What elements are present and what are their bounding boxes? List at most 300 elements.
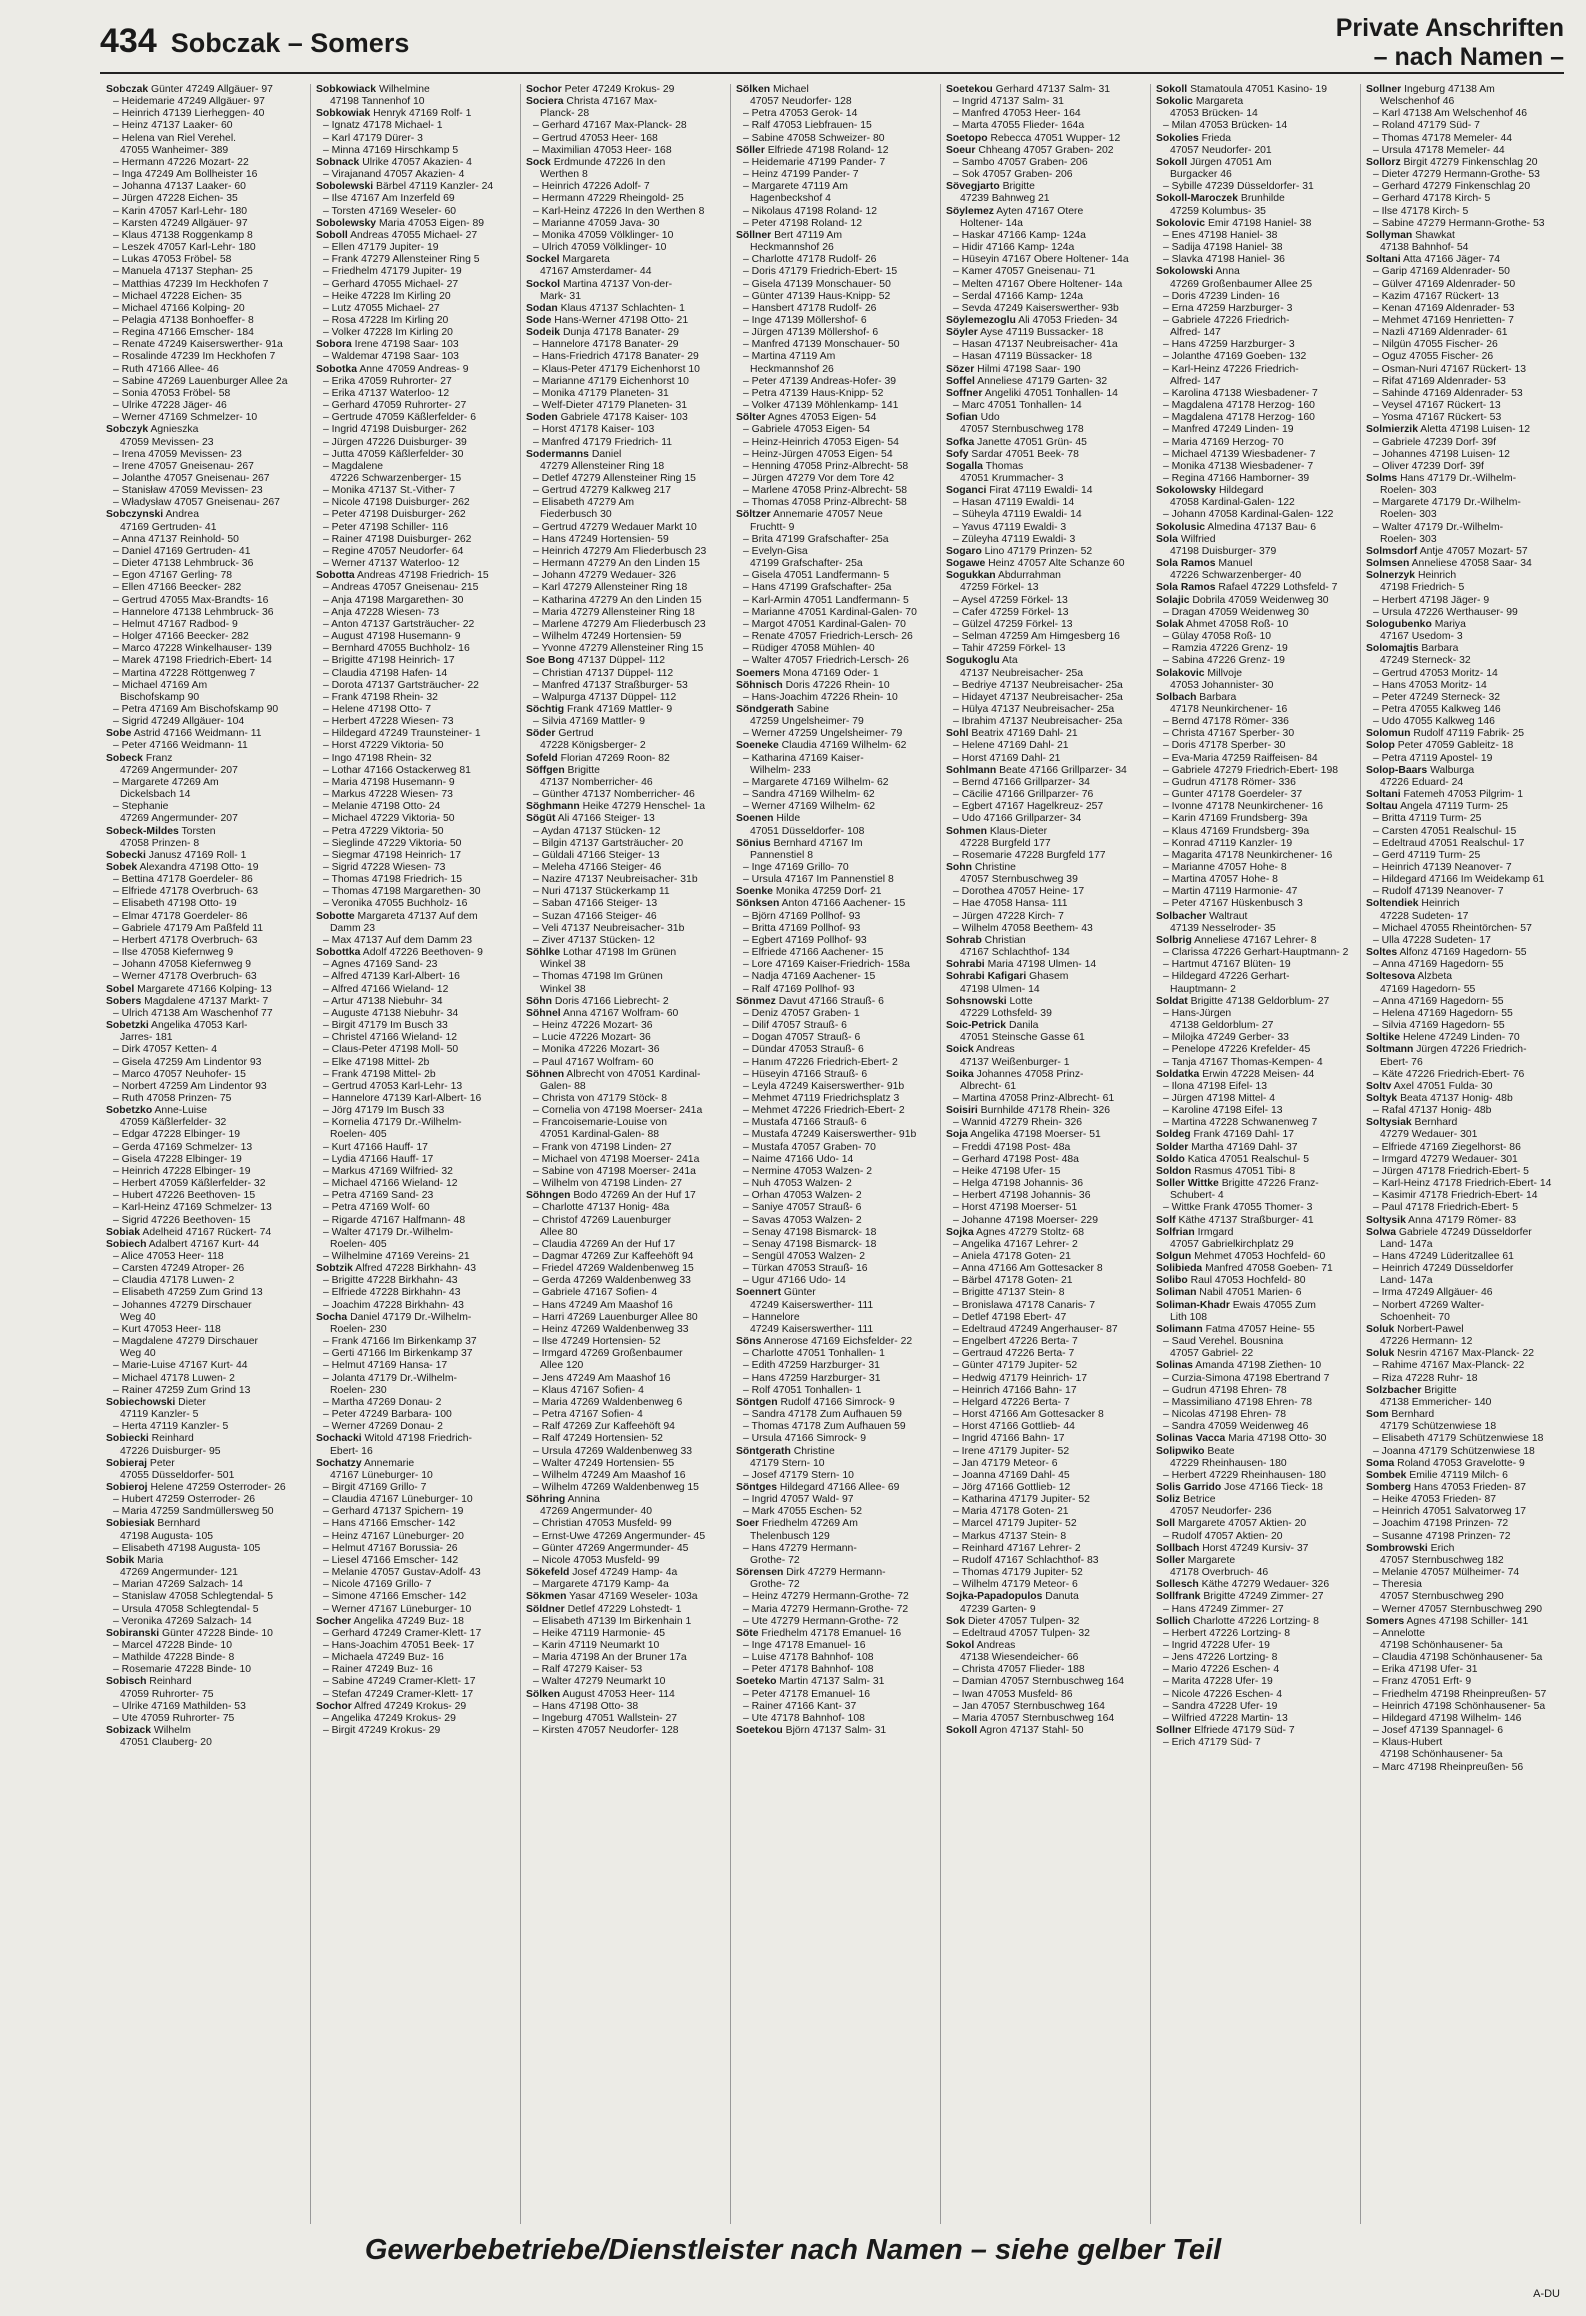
listing-subentry: – Herbert 47229 Rheinhausen- 180 bbox=[1163, 1469, 1326, 1481]
listing-subentry: – Maria 47178 Goten- 21 bbox=[953, 1506, 1069, 1518]
entry-details: Wilhelmine bbox=[376, 84, 430, 95]
listing-continuation: Heckmannshof 26 bbox=[750, 242, 834, 254]
listing-entry bbox=[736, 412, 934, 424]
surname: Solajic bbox=[1156, 594, 1190, 606]
entry-details: Brigitte bbox=[1421, 1384, 1457, 1396]
listing-entry bbox=[316, 157, 514, 169]
listing-subentry: – Friedhelm 47179 Jupiter- 19 bbox=[323, 266, 462, 278]
listing-subentry: – Wilfried 47228 Martin- 13 bbox=[1163, 1712, 1288, 1724]
listing-continuation: 47229 Lothsfeld- 39 bbox=[960, 1007, 1052, 1019]
listing-entry bbox=[946, 412, 1144, 424]
entry-details: Rafael 47229 Lothsfeld- 7 bbox=[1215, 582, 1338, 594]
listing-continuation: 47249 Kaiserswerther- 111 bbox=[750, 1299, 874, 1311]
surname: Sobiech bbox=[106, 1238, 147, 1250]
listing-subentry: – Liesel 47166 Emscher- 142 bbox=[323, 1554, 459, 1566]
listing-subentry: – Silvia 47169 Hagedorn- 55 bbox=[1373, 1020, 1505, 1032]
surname: Sobczak bbox=[106, 84, 149, 95]
listing-entry bbox=[1366, 1409, 1564, 1421]
listing-subentry: – Mario 47226 Eschen- 4 bbox=[1163, 1664, 1280, 1676]
surname: Sokol bbox=[946, 1640, 975, 1651]
listing-entry bbox=[1156, 133, 1354, 145]
listing-continuation: 47178 Overbruch- 46 bbox=[1170, 1567, 1269, 1579]
listing-continuation: Alfred- 147 bbox=[1170, 375, 1221, 387]
listing-subentry: – Maximilian 47053 Heer- 168 bbox=[533, 144, 672, 156]
listing-entry bbox=[1366, 801, 1564, 813]
listing-subentry: – Rüdiger 47058 Mühlen- 40 bbox=[743, 643, 875, 655]
entry-details: Manuel bbox=[1215, 558, 1253, 570]
entry-details: Erwin 47228 Meisen- 44 bbox=[1199, 1068, 1315, 1080]
listing-subentry: – Margarete 47179 Kamp- 4a bbox=[533, 1579, 669, 1591]
surname: Söntgen bbox=[736, 1396, 778, 1408]
listing-subentry: – Hans 47249 Zimmer- 27 bbox=[1163, 1603, 1284, 1615]
listing-subentry: – Claudia 47269 An der Huf 17 bbox=[533, 1238, 676, 1250]
listing-continuation: 47057 Sternbuschweg 182 bbox=[1380, 1554, 1504, 1566]
entry-details: Mehmet 47053 Hochfeld- 60 bbox=[1191, 1251, 1326, 1262]
entry-details: Reinhard bbox=[146, 1676, 192, 1688]
entry-details: Alfred 47249 Krokus- 29 bbox=[351, 1700, 467, 1712]
listing-subentry: – Elke 47198 Mittel- 2b bbox=[323, 1056, 430, 1068]
listing-entry bbox=[106, 1555, 304, 1567]
listing-subentry: – Helene 47198 Otto- 7 bbox=[323, 703, 432, 715]
entry-details: Katica 47051 Realschul- 5 bbox=[1184, 1153, 1310, 1165]
listing-entry bbox=[526, 1689, 724, 1701]
listing-subentry: – Bärbel 47178 Goten- 21 bbox=[953, 1275, 1073, 1287]
surname: Soliman-Khadr bbox=[1156, 1299, 1230, 1311]
listing-entry bbox=[526, 315, 724, 327]
listing-subentry: – Ingrid 47166 Bahn- 17 bbox=[953, 1433, 1065, 1445]
listing-subentry: – Inga 47249 Am Bollheister 16 bbox=[113, 169, 258, 181]
listing-subentry: – Bettina 47178 Goerdeler- 86 bbox=[113, 874, 253, 886]
listing-continuation: 47228 Sudeten- 17 bbox=[1380, 910, 1469, 922]
listing-subentry: – Jens 47226 Lortzing- 8 bbox=[1163, 1652, 1278, 1664]
listing-entry bbox=[526, 1567, 724, 1579]
listing-entry bbox=[946, 315, 1144, 327]
listing-subentry: – Günter 47269 Angermunder- 45 bbox=[533, 1542, 689, 1554]
listing-subentry: – Ute 47279 Hermann-Grothe- 72 bbox=[743, 1615, 899, 1627]
listing-subentry: – Hans-Joachim 47051 Beek- 17 bbox=[323, 1640, 475, 1651]
listing-subentry: – Sabine 47279 Hermann-Grothe- 53 bbox=[1373, 217, 1545, 229]
listing-entry bbox=[1366, 740, 1564, 752]
listing-subentry: – Hans 47198 Otto- 38 bbox=[533, 1700, 639, 1712]
surname: Soenen bbox=[736, 813, 774, 825]
entry-details: Ata bbox=[999, 655, 1018, 667]
listing-subentry: – Christel 47166 Wieland- 12 bbox=[323, 1032, 457, 1044]
entry-details: Margareta bbox=[1192, 96, 1244, 108]
entry-details: Hildegard bbox=[1216, 485, 1264, 497]
entry-details: Hans 47179 Dr.-Wilhelm- bbox=[1397, 473, 1517, 484]
listing-subentry: – Ignatz 47178 Michael- 1 bbox=[323, 120, 443, 132]
listing-entry bbox=[1156, 1324, 1354, 1336]
entry-details: Axel 47051 Fulda- 30 bbox=[1391, 1080, 1493, 1092]
surname: Sogawe bbox=[946, 558, 986, 570]
listing-entry bbox=[316, 364, 514, 376]
listing-subentry: – Sabine von 47198 Moerser- 241a bbox=[533, 1165, 696, 1177]
listing-entry bbox=[526, 728, 724, 740]
listing-entry bbox=[316, 911, 514, 923]
listing-entry bbox=[1156, 692, 1354, 704]
listing-subentry: – Iwan 47053 Musfeld- 86 bbox=[953, 1688, 1073, 1700]
listing-subentry: – Gabriele 47279 Friedrich-Ebert- 198 bbox=[1163, 764, 1339, 776]
entry-details: Mona 47169 Oder- 1 bbox=[779, 667, 879, 679]
listing-subentry: – Marlene 47279 Am Fliederbusch 23 bbox=[533, 618, 706, 630]
surname: Soldon bbox=[1156, 1165, 1192, 1177]
surname: Sogaro bbox=[946, 545, 982, 557]
listing-continuation: 47228 Burgfeld 177 bbox=[960, 837, 1051, 849]
entry-details: Andreas 47198 Friedrich- 15 bbox=[354, 570, 489, 582]
listing-entry bbox=[946, 935, 1144, 947]
listing-subentry: – Karl 47279 Allensteiner Ring 18 bbox=[533, 582, 688, 594]
entry-list bbox=[310, 84, 514, 1737]
listing-subentry: – Anna 47137 Reinhold- 50 bbox=[113, 533, 239, 545]
listing-subentry: – Petra 47169 Am Bischofskamp 90 bbox=[113, 703, 279, 715]
listing-subentry: – Peter 47198 Schiller- 116 bbox=[323, 521, 449, 533]
listing-entry bbox=[946, 546, 1144, 558]
listing-entry bbox=[1366, 1616, 1564, 1628]
listing-subentry: – Nuh 47053 Walzen- 2 bbox=[743, 1178, 852, 1190]
listing-continuation: Roelen- 230 bbox=[330, 1384, 387, 1396]
listing-column-5 bbox=[940, 84, 1144, 2224]
surname: Sobczynski bbox=[106, 509, 164, 521]
listing-subentry: – Edeltraud 47051 Realschul- 17 bbox=[1373, 837, 1525, 849]
listing-subentry: – Rafal 47137 Honig- 48b bbox=[1373, 1105, 1492, 1117]
listing-subentry: – Norbert 47269 Walter- bbox=[1373, 1299, 1485, 1311]
listing-subentry: – Oguz 47055 Fischer- 26 bbox=[1373, 351, 1494, 363]
listing-subentry: – Orhan 47053 Walzen- 2 bbox=[743, 1190, 862, 1202]
surname: Sombek bbox=[1366, 1469, 1407, 1481]
listing-entry bbox=[946, 1725, 1144, 1737]
listing-entry bbox=[1156, 595, 1354, 607]
listing-subentry: – Michael 47166 Kolping- 20 bbox=[113, 302, 245, 314]
listing-continuation: Fruchtt- 9 bbox=[750, 521, 795, 533]
entry-details: Ingeburg 47138 Am bbox=[1401, 84, 1495, 95]
listing-entry bbox=[526, 1604, 724, 1616]
listing-entry bbox=[1156, 1215, 1354, 1227]
entry-details: Amanda 47198 Ziethen- 10 bbox=[1192, 1360, 1322, 1372]
listing-entry bbox=[1366, 1227, 1564, 1239]
listing-subentry: – Marco 47228 Winkelhauser- 139 bbox=[113, 643, 272, 655]
listing-subentry: – Freddi 47198 Post- 48a bbox=[953, 1141, 1071, 1153]
listing-subentry: – Dogan 47057 Strauß- 6 bbox=[743, 1032, 861, 1044]
listing-subentry: – Heidemarie 47199 Pander- 7 bbox=[743, 156, 886, 168]
listing-subentry: – Doris 47178 Sperber- 30 bbox=[1163, 740, 1286, 752]
listing-entry bbox=[946, 1227, 1144, 1239]
listing-column-3 bbox=[520, 84, 724, 2224]
entry-details: Doris 47226 Rhein- 10 bbox=[782, 679, 890, 691]
listing-subentry: – Garip 47169 Aldenrader- 50 bbox=[1373, 266, 1510, 278]
surname: Sola bbox=[1156, 533, 1178, 545]
surname: Sobizack bbox=[106, 1725, 152, 1737]
entry-details: Detlef 47229 Lohstedt- 1 bbox=[564, 1603, 682, 1615]
listing-subentry: – Hans 47279 Hermann- bbox=[743, 1542, 857, 1554]
listing-subentry: – Margarete 47169 Wilhelm- 62 bbox=[743, 776, 889, 788]
listing-subentry: – Clarissa 47226 Gerhart-Hauptmann- 2 bbox=[1163, 947, 1349, 959]
surname: Sobiranski bbox=[106, 1627, 160, 1639]
listing-entry bbox=[736, 680, 934, 692]
listing-subentry: – Monika 47138 Wiesbadener- 7 bbox=[1163, 460, 1314, 472]
entry-details: Antje 47057 Mozart- 57 bbox=[1417, 545, 1528, 557]
listing-subentry: – Kasimir 47178 Friedrich-Ebert- 14 bbox=[1373, 1190, 1538, 1202]
listing-subentry: – Tanja 47167 Thomas-Kempen- 4 bbox=[1163, 1056, 1323, 1068]
listing-subentry: – Nicole 47198 Duisburger- 262 bbox=[323, 497, 470, 509]
listing-subentry: – Maria 47279 Hermann-Grothe- 72 bbox=[743, 1603, 909, 1615]
listing-entry bbox=[1156, 1616, 1354, 1628]
listing-subentry: – Eva-Maria 47259 Raiffeisen- 84 bbox=[1163, 752, 1318, 764]
listing-continuation: 47198 Duisburger- 379 bbox=[1170, 545, 1277, 557]
listing-subentry: – Bernd 47178 Römer- 336 bbox=[1163, 716, 1289, 728]
listing-subentry: – Manuela 47137 Stephan- 25 bbox=[113, 266, 253, 278]
listing-subentry: – Hans 47249 Am Maashof 16 bbox=[533, 1299, 673, 1311]
entry-details: Ewais 47055 Zum bbox=[1229, 1299, 1316, 1311]
listing-entry bbox=[1156, 1446, 1354, 1458]
listing-subentry: – Wilhelm 47249 Hortensien- 59 bbox=[533, 631, 682, 643]
entry-details: Roland 47053 Gravelotte- 9 bbox=[1394, 1457, 1525, 1469]
surname: Sologubenko bbox=[1366, 618, 1432, 630]
listing-subentry: – Claudia 47198 Hafen- 14 bbox=[323, 667, 448, 679]
listing-subentry: – Katharina 47279 An den Linden 15 bbox=[533, 594, 702, 606]
listing-subentry: – Angelika 47167 Lehrer- 2 bbox=[953, 1238, 1078, 1250]
surname: Soldat bbox=[1156, 995, 1188, 1007]
listing-entry bbox=[1156, 1166, 1354, 1178]
listing-subentry: – Heike 47198 Ufer- 15 bbox=[953, 1165, 1061, 1177]
listing-entry bbox=[316, 1433, 514, 1445]
listing-entry bbox=[106, 984, 304, 996]
listing-entry bbox=[316, 84, 514, 96]
listing-subentry: – Rainer 47198 Duisburger- 262 bbox=[323, 533, 472, 545]
listing-subentry: – Mathilde 47228 Binde- 8 bbox=[113, 1652, 235, 1664]
entry-details: Margareta 47137 Auf dem bbox=[354, 910, 478, 922]
listing-subentry: – Ingrid 47137 Salm- 31 bbox=[953, 96, 1064, 108]
listing-subentry: – Gerti 47166 Im Birkenkamp 37 bbox=[323, 1348, 473, 1360]
listing-subentry: – Marianne 47179 Eichenhorst 10 bbox=[533, 375, 689, 387]
listing-continuation: 47259 Förkel- 13 bbox=[960, 582, 1039, 594]
listing-entry bbox=[736, 509, 934, 521]
listing-subentry: – Maria 47269 Waldenbenweg 6 bbox=[533, 1396, 683, 1408]
listing-continuation: 47179 Schützenwiese 18 bbox=[1380, 1421, 1497, 1433]
entry-details: Abdurrahman bbox=[995, 570, 1061, 582]
listing-subentry: – Regina 47166 Emscher- 184 bbox=[113, 327, 254, 339]
listing-continuation: 47167 Lüneburger- 10 bbox=[330, 1469, 433, 1481]
listing-continuation: 47058 Prinzen- 8 bbox=[120, 837, 200, 849]
listing-subentry: – Herbert 47059 Käßlerfelder- 32 bbox=[113, 1178, 266, 1190]
listing-entry bbox=[316, 1263, 514, 1275]
listing-subentry: – Jürgen 47228 Kirch- 7 bbox=[953, 910, 1064, 922]
listing-subentry: – Heinrich 47166 Bahn- 17 bbox=[953, 1384, 1077, 1396]
surname: Sövegjarto bbox=[946, 181, 1000, 193]
listing-subentry: – Heinrich 47198 Schönhausener- 5a bbox=[1373, 1700, 1546, 1712]
listing-subentry: – Erika 47059 Ruhrorter- 27 bbox=[323, 375, 452, 387]
listing-subentry: – Günther 47137 Nomberricher- 46 bbox=[533, 789, 695, 801]
listing-continuation: 47198 Augusta- 105 bbox=[120, 1530, 214, 1542]
listing-subentry: – Klaus 47169 Frundsberg- 39a bbox=[1163, 825, 1310, 837]
listing-subentry: – Thomas 47178 Memeler- 44 bbox=[1373, 132, 1512, 144]
entry-details: Barbara bbox=[1418, 643, 1459, 655]
surname: Solfrian bbox=[1156, 1226, 1195, 1238]
listing-continuation: 47051 Clauberg- 20 bbox=[120, 1737, 212, 1749]
listing-subentry: – Kamer 47057 Gneisenau- 71 bbox=[953, 266, 1096, 278]
listing-subentry: – Detlef 47198 Ebert- 47 bbox=[953, 1311, 1067, 1323]
surname: Sobotte bbox=[316, 910, 355, 922]
listing-entry bbox=[946, 449, 1144, 461]
listing-continuation: 47167 Usedom- 3 bbox=[1380, 631, 1463, 643]
listing-subentry: – Magdalena 47178 Herzog- 160 bbox=[1163, 400, 1315, 412]
surname: Sokolic bbox=[1156, 96, 1193, 108]
listing-subentry: – Kirsten 47057 Neudorfer- 128 bbox=[533, 1725, 679, 1737]
listing-subentry: – Rolf 47051 Tonhallen- 1 bbox=[743, 1384, 862, 1396]
surname: Sohmen bbox=[946, 825, 987, 837]
listing-subentry: – Yavus 47119 Ewaldi- 3 bbox=[953, 521, 1067, 533]
listing-subentry: – Roland 47179 Süd- 7 bbox=[1373, 120, 1480, 132]
listing-subentry: – Magdalene bbox=[323, 460, 384, 472]
entry-details: Claudia 47169 Wilhelm- 62 bbox=[778, 740, 907, 752]
listing-subentry: – Inge 47169 Grillo- 70 bbox=[743, 862, 849, 873]
listing-entry bbox=[1366, 1385, 1564, 1397]
listing-continuation: Damm 23 bbox=[330, 922, 376, 934]
listing-continuation: Grothe- 72 bbox=[750, 1579, 800, 1591]
listing-subentry: – Irmgard 47279 Wedauer- 301 bbox=[1373, 1153, 1518, 1165]
listing-entry bbox=[736, 1725, 934, 1737]
listing-subentry: – Franz 47051 Erft- 9 bbox=[1373, 1676, 1472, 1688]
entry-details: Beate 47166 Grillparzer- 34 bbox=[996, 764, 1127, 776]
listing-subentry: – Thomas 47178 Zum Aufhauen 59 bbox=[743, 1421, 906, 1433]
listing-entry bbox=[316, 218, 514, 230]
entry-details: Käthe 47279 Wedauer- 326 bbox=[1198, 1579, 1330, 1591]
listing-subentry: – Hans 47249 Lüderitzallee 61 bbox=[1373, 1251, 1514, 1262]
listing-subentry: – Annelotte bbox=[1373, 1627, 1425, 1639]
listing-subentry: – Bronislawa 47178 Canaris- 7 bbox=[953, 1299, 1096, 1311]
entry-list bbox=[520, 84, 724, 1737]
listing-continuation: 47226 Hermann- 12 bbox=[1380, 1336, 1473, 1348]
listing-subentry: – Saniye 47057 Strauß- 6 bbox=[743, 1202, 862, 1214]
listing-subentry: – Auguste 47138 Niebuhr- 34 bbox=[323, 1007, 459, 1019]
listing-entry bbox=[1156, 1178, 1354, 1190]
entry-details: Brigitte bbox=[564, 764, 600, 776]
listing-subentry: – Helga 47198 Johannis- 36 bbox=[953, 1178, 1083, 1190]
surname: Sockel bbox=[526, 254, 560, 266]
listing-entry bbox=[1366, 230, 1564, 242]
entry-details: Horst 47249 Kursiv- 37 bbox=[1199, 1542, 1309, 1554]
entry-details: Barbara bbox=[1196, 691, 1237, 703]
entry-details: Peter 47059 Gableitz- 18 bbox=[1394, 740, 1514, 752]
listing-subentry: – Claudia 47198 Schönhausener- 5a bbox=[1373, 1652, 1543, 1664]
listing-continuation: 47139 Nesselroder- 35 bbox=[1170, 922, 1276, 934]
listing-subentry: – Paul 47167 Wolfram- 60 bbox=[533, 1056, 654, 1068]
listing-subentry: – Ralf 47053 Liebfrauen- 15 bbox=[743, 120, 872, 132]
listing-subentry: – Gerhard 47055 Michael- 27 bbox=[323, 278, 459, 290]
listing-subentry: – Edith 47259 Harzburger- 31 bbox=[743, 1360, 880, 1372]
listing-entry bbox=[526, 279, 724, 291]
listing-subentry: – Johanne 47198 Moerser- 229 bbox=[953, 1214, 1098, 1226]
listing-subentry: – Brigitte 47137 Stein- 8 bbox=[953, 1287, 1065, 1299]
listing-subentry: – Detlef 47279 Allensteiner Ring 15 bbox=[533, 473, 696, 484]
surname: Sobetzki bbox=[106, 1020, 149, 1032]
listing-subentry: – Ellen 47179 Jupiter- 19 bbox=[323, 242, 439, 254]
listing-subentry: – Ulrich 47059 Völklinger- 10 bbox=[533, 242, 667, 254]
entry-details: Adolf 47226 Beethoven- 9 bbox=[360, 947, 483, 959]
surname: Söhnen bbox=[526, 1068, 565, 1080]
listing-subentry: – Regine 47057 Neudorfer- 64 bbox=[323, 545, 464, 557]
entry-details: Alzbeta bbox=[1415, 971, 1453, 983]
listing-subentry: – Harri 47269 Lauenburger Allee 80 bbox=[533, 1311, 698, 1323]
listing-subentry: – Gerda 47169 Schmelzer- 13 bbox=[113, 1141, 253, 1153]
section-title-line-2: – nach Namen – bbox=[1373, 43, 1564, 71]
listing-entry bbox=[736, 886, 934, 898]
listing-subentry: – Monika 47226 Mozart- 36 bbox=[533, 1044, 660, 1056]
listing-entry bbox=[736, 898, 934, 910]
listing-subentry: – Kenan 47169 Aldenrader- 53 bbox=[1373, 302, 1515, 314]
listing-subentry: – Hildegard 47226 Gerhart- bbox=[1163, 971, 1290, 983]
listing-subentry: – Charlotte 47178 Rudolf- 26 bbox=[743, 254, 877, 266]
listing-subentry: – Britta 47169 Pollhof- 93 bbox=[743, 922, 861, 934]
surname: Soffel bbox=[946, 375, 975, 387]
listing-subentry: – Sok 47057 Graben- 206 bbox=[953, 169, 1073, 181]
listing-subentry: – Gertrud 47053 Heer- 168 bbox=[533, 132, 658, 144]
listing-continuation: Heckmannshof 26 bbox=[750, 363, 834, 375]
listing-subentry: – Hans 47259 Harzburger- 31 bbox=[743, 1372, 881, 1384]
entry-details: Günter 47228 Binde- 10 bbox=[159, 1627, 273, 1639]
entry-details: Shawkat bbox=[1412, 229, 1455, 241]
entry-details: Elfriede 47179 Süd- 7 bbox=[1191, 1725, 1295, 1737]
listing-subentry: – Peter 47167 Hüskenbusch 3 bbox=[1163, 898, 1303, 910]
surname: Sogukkan bbox=[946, 570, 996, 582]
listing-subentry: – Martha 47269 Donau- 2 bbox=[323, 1396, 442, 1408]
listing-continuation: 47229 Rheinhausen- 180 bbox=[1170, 1457, 1287, 1469]
entry-details: Agron 47137 Stahl- 50 bbox=[977, 1725, 1084, 1737]
listing-entry bbox=[946, 655, 1144, 667]
entry-details: Peter 47249 Krokus- 29 bbox=[561, 84, 675, 95]
surname: Soetekou bbox=[736, 1725, 783, 1737]
entry-details: Daniel 47179 Dr.-Wilhelm- bbox=[347, 1311, 472, 1323]
listing-subentry: – Thomas 47179 Jupiter- 52 bbox=[953, 1567, 1083, 1579]
listing-subentry: – Alfred 47166 Wieland- 12 bbox=[323, 983, 449, 995]
surname: Söhring bbox=[526, 1494, 566, 1506]
listing-entry bbox=[526, 753, 724, 765]
listing-continuation: 47198 Schönhausener- 5a bbox=[1380, 1640, 1503, 1651]
surname: Sochor bbox=[526, 84, 562, 95]
surname: Sogukoglu bbox=[946, 655, 1000, 667]
listing-continuation: Galen- 88 bbox=[540, 1080, 586, 1092]
listing-subentry: – Martina 47119 Am bbox=[743, 351, 836, 363]
listing-entry bbox=[946, 1044, 1144, 1056]
listing-subentry: – Hermann 47229 Rheingold- 25 bbox=[533, 193, 684, 205]
listing-subentry: – Heinz 47279 Hermann-Grothe- 72 bbox=[743, 1591, 909, 1603]
entry-details: Christine bbox=[971, 862, 1016, 873]
listing-subentry: – Markus 47228 Wiesen- 73 bbox=[323, 789, 453, 801]
listing-subentry: – Mehmet 47119 Friedrichsplatz 3 bbox=[743, 1092, 900, 1104]
listing-subentry: – Melanie 47198 Otto- 24 bbox=[323, 801, 441, 813]
listing-subentry: – Mustafa 47057 Graben- 70 bbox=[743, 1141, 876, 1153]
listing-entry bbox=[1366, 84, 1564, 96]
surname: Sollich bbox=[1156, 1615, 1191, 1627]
listing-continuation: Ebert- 76 bbox=[1380, 1056, 1423, 1068]
listing-subentry: – Marianne 47057 Hohe- 8 bbox=[1163, 862, 1287, 873]
listing-subentry: – Karin 47169 Frundsberg- 39a bbox=[1163, 813, 1308, 825]
header-rule bbox=[100, 72, 1564, 74]
listing-subentry: – Horst 47166 Am Gottesacker 8 bbox=[953, 1409, 1104, 1421]
section-title bbox=[1336, 14, 1564, 72]
listing-subentry: – Magdalene 47279 Dirschauer bbox=[113, 1336, 258, 1348]
listing-subentry: – Konrad 47119 Kanzler- 19 bbox=[1163, 837, 1293, 849]
surname: Sönius bbox=[736, 837, 771, 849]
listing-subentry: – Manfred 47139 Monschauer- 50 bbox=[743, 339, 900, 351]
listing-entry bbox=[526, 1591, 724, 1603]
listing-subentry: – Klaus-Peter 47179 Eichenhorst 10 bbox=[533, 363, 700, 375]
listing-subentry: – Michael 47166 Wieland- 12 bbox=[323, 1178, 458, 1190]
listing-entry bbox=[1366, 728, 1564, 740]
listing-subentry: – Bilgin 47137 Gartsträucher- 20 bbox=[533, 837, 684, 849]
surname: Sölken bbox=[736, 84, 771, 95]
listing-subentry: – Gabriele 47226 Friedrich- bbox=[1163, 314, 1290, 326]
surname: Sode bbox=[526, 314, 552, 326]
